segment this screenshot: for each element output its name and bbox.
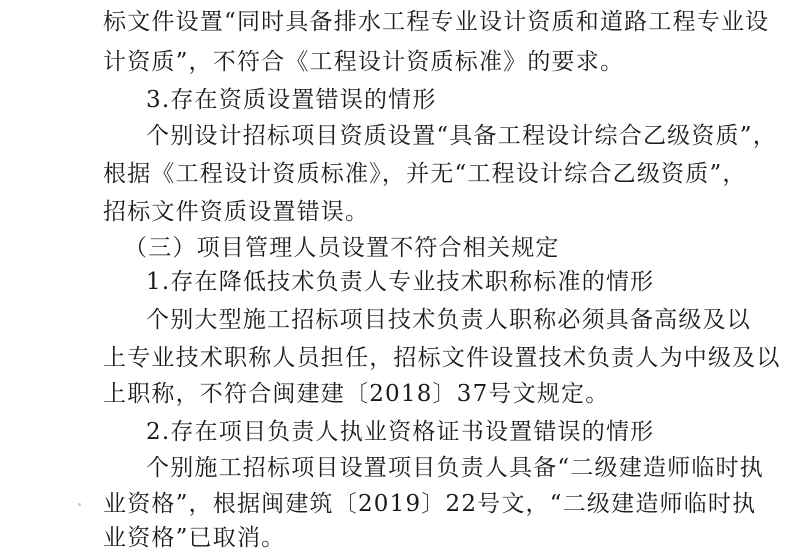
body-text-line: 上专业技术职称人员担任，招标文件设置技术负责人为中级及以 bbox=[103, 345, 781, 371]
scan-speck bbox=[78, 503, 81, 506]
body-text-line: 个别施工招标项目设置项目负责人具备“二级建造师临时执 bbox=[146, 455, 764, 481]
subheading-3: 3.存在资质设置错误的情形 bbox=[146, 87, 437, 113]
body-text-line: 个别设计招标项目资质设置“具备工程设计综合乙级资质”， bbox=[146, 123, 777, 149]
body-text-line: 根据《工程设计资质标准》，并无“工程设计综合乙级资质”， bbox=[103, 161, 747, 187]
body-text-line: 业资格”已取消。 bbox=[103, 525, 286, 551]
body-text-line: 标文件设置“同时具备排水工程专业设计资质和道路工程专业设 bbox=[103, 9, 770, 35]
body-text-line: 业资格”，根据闽建筑〔2019〕22号文，“二级建造师临时执 bbox=[103, 491, 757, 517]
section-heading-3: （三）项目管理人员设置不符合相关规定 bbox=[124, 235, 560, 261]
body-text-line: 上职称，不符合闽建建〔2018〕37号文规定。 bbox=[103, 381, 610, 407]
body-text-line: 招标文件资质设置错误。 bbox=[103, 199, 370, 225]
subheading-2: 2.存在项目负责人执业资格证书设置错误的情形 bbox=[146, 419, 655, 445]
body-text-line: 计资质”，不符合《工程设计资质标准》的要求。 bbox=[103, 49, 625, 75]
body-text-line: 个别大型施工招标项目技术负责人职称必须具备高级及以 bbox=[146, 307, 751, 333]
subheading-1: 1.存在降低技术负责人专业技术职称标准的情形 bbox=[146, 269, 655, 295]
